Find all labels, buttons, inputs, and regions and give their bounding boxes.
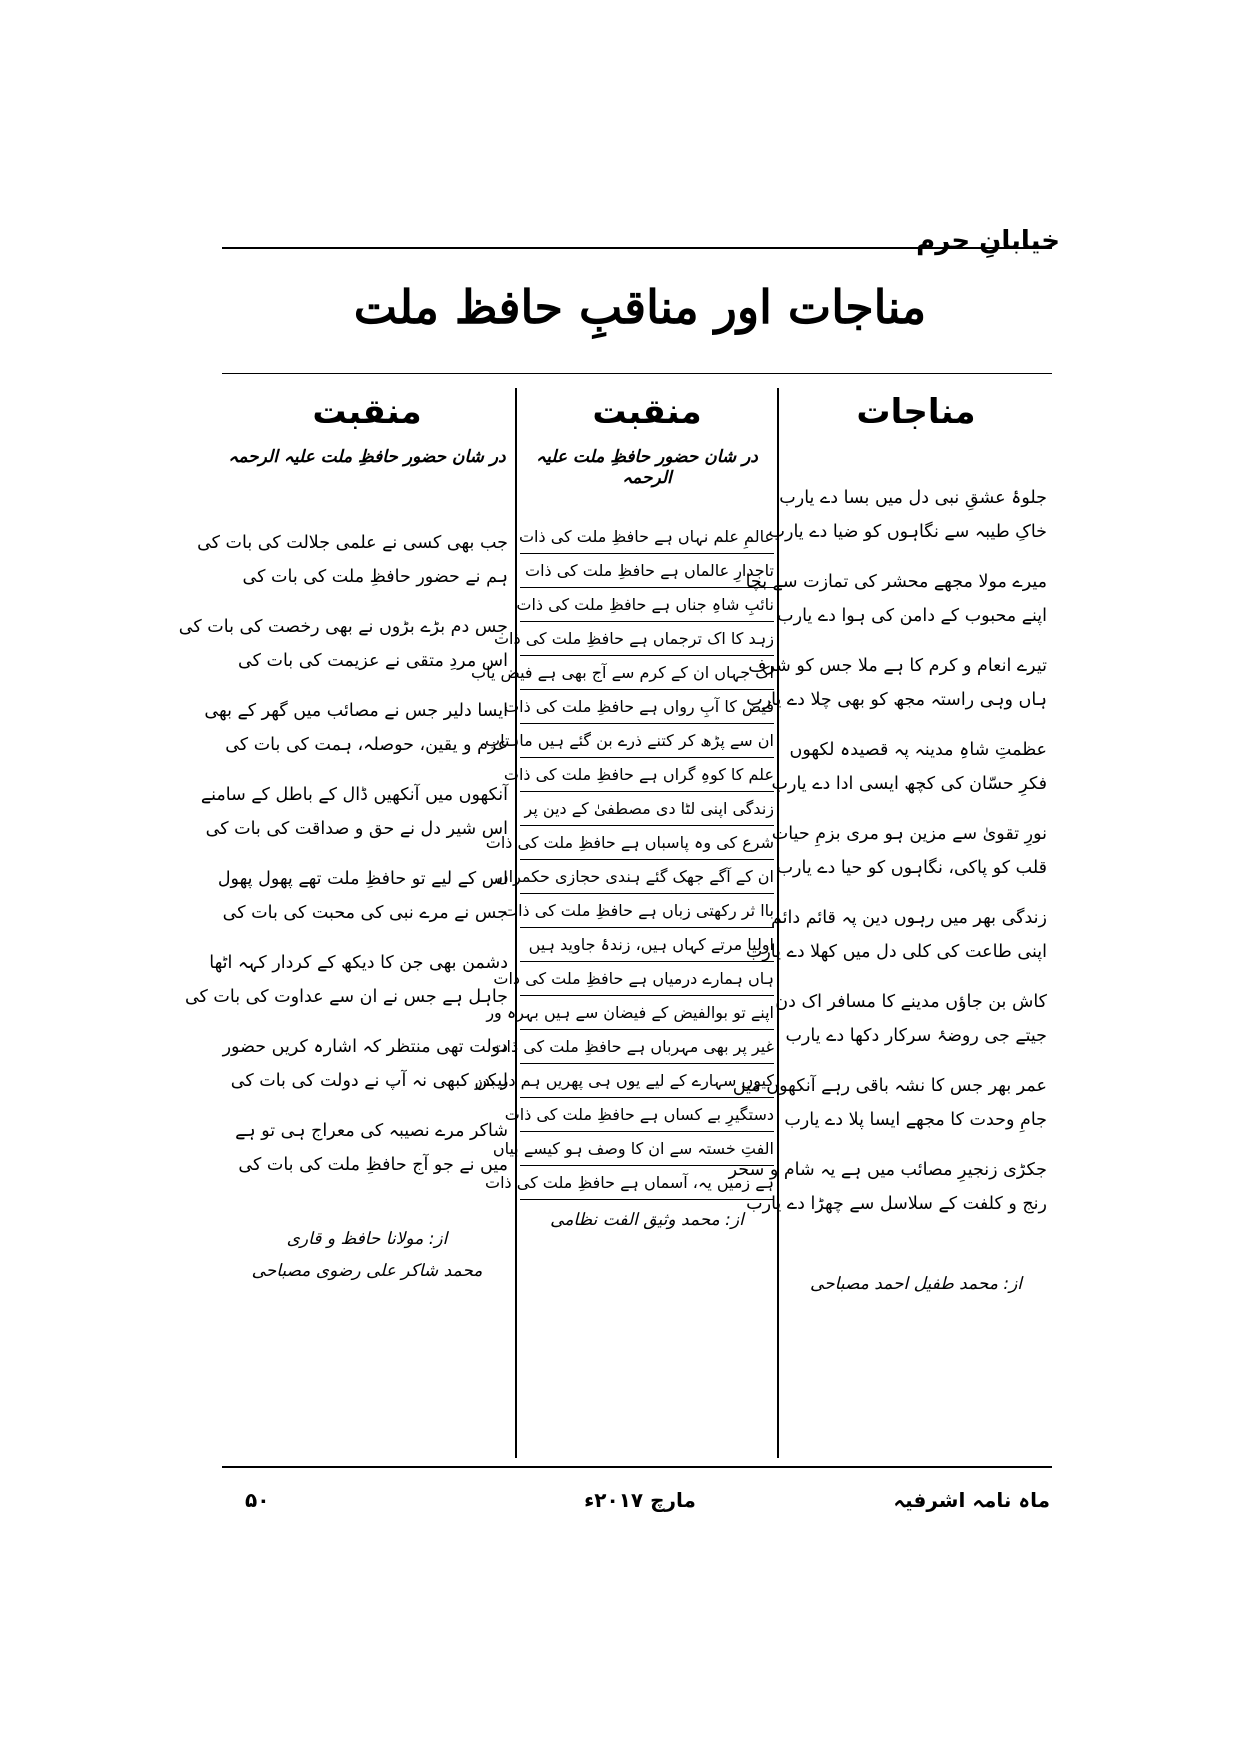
title-underline-rule bbox=[222, 373, 1052, 374]
manqabat-middle-column bbox=[471, 392, 774, 1236]
verse-line: میرے مولا مجھے محشر کی تمازت سے بچا bbox=[745, 572, 1047, 592]
manqabat-left-verses bbox=[178, 527, 508, 1183]
verse-line: ان سے پڑھ کر کتنے ذرے بن گئے ہیں ماہتاب bbox=[520, 724, 774, 758]
verse-line: ایسا دلیر جس نے مصائب میں گھر کے بھی bbox=[204, 701, 508, 721]
verse-line: باا ثر رکھتی زباں ہے حافظِ ملت کی ذات bbox=[520, 894, 774, 928]
verse-line: زندگی اپنی لٹا دی مصطفیٰ کے دین پر bbox=[520, 792, 774, 826]
page-title: مناجات اور مناقبِ حافظ ملت bbox=[353, 280, 927, 334]
manqabat-middle-verses bbox=[471, 520, 774, 1200]
verse-line: تیرے انعام و کرم کا ہے ملا جس کو شرف bbox=[748, 656, 1047, 676]
munajat-verses bbox=[728, 482, 1047, 1222]
verse-line: ہاں وہی راستہ مجھ کو بھی چلا دے یارب bbox=[746, 690, 1047, 710]
verse-line: فکرِ حسّان کی کچھ ایسی ادا دے یارب bbox=[771, 774, 1047, 794]
magazine-name: ماہ نامہ اشرفیہ bbox=[893, 1488, 1050, 1512]
couplet bbox=[775, 986, 1047, 1054]
verse-line: ہاں ہمارے درمیاں ہے حافظِ ملت کی ذات bbox=[520, 962, 774, 996]
couplet bbox=[184, 947, 508, 1015]
verse-line: جس دم بڑے بڑوں نے بھی رخصت کی بات کی bbox=[178, 617, 508, 637]
manqabat-left-credit bbox=[226, 1223, 508, 1287]
verse-line: کیوں سہارے کے لیے یوں ہی پھریں ہم در بدر bbox=[520, 1064, 774, 1098]
section-label: خیابانِ حرم bbox=[916, 226, 1060, 256]
manqabat-left-subheading: در شان حضور حافظِ ملت علیہ الرحمہ bbox=[228, 447, 506, 467]
verse-line: شرع کی وہ پاسباں ہے حافظِ ملت کی ذات bbox=[520, 826, 774, 860]
verse-line: عظمتِ شاہِ مدینہ پہ قصیدہ لکھوں bbox=[789, 740, 1047, 760]
couplet bbox=[768, 482, 1047, 550]
manqabat-left-column bbox=[178, 392, 508, 1287]
credit-line: محمد شاکر علی رضوی مصباحی bbox=[251, 1261, 483, 1281]
verse-line: آنکھوں میں آنکھیں ڈال کے باطل کے سامنے bbox=[200, 785, 508, 805]
couplet bbox=[178, 611, 508, 679]
verse-line: جب بھی کسی نے علمی جلالت کی بات کی bbox=[197, 533, 508, 553]
verse-line: کاش بن جاؤں مدینے کا مسافر اک دن bbox=[775, 992, 1047, 1012]
manqabat-left-heading: منقبت bbox=[312, 392, 422, 432]
couplet bbox=[771, 818, 1047, 886]
verse-line: اپنے تو بوالفیض کے فیضان سے ہیں بہرہ ور bbox=[520, 996, 774, 1030]
couplet bbox=[200, 779, 508, 847]
couplet bbox=[197, 527, 508, 595]
verse-line: دستگیرِ بے کساں ہے حافظِ ملت کی ذات bbox=[520, 1098, 774, 1132]
verse-line: علم کا کوہِ گراں ہے حافظِ ملت کی ذات bbox=[520, 758, 774, 792]
manqabat-middle-subheading: در شان حضور حافظِ ملت علیہ الرحمہ bbox=[536, 447, 758, 488]
verse-line: ان کے آگے جھک گئے ہندی حجازی حکمراں bbox=[520, 860, 774, 894]
couplet bbox=[771, 734, 1047, 802]
verse-line: جلوۂ عشقِ نبی دل میں بسا دے یارب bbox=[779, 488, 1047, 508]
verse-line: دشمن بھی جن کا دیکھ کے کردار کہہ اٹھا bbox=[209, 953, 508, 973]
verse-line: ہم نے حضور حافظِ ملت کی بات کی bbox=[242, 567, 508, 587]
couplet bbox=[226, 1115, 508, 1183]
munajat-heading: مناجات bbox=[856, 392, 976, 432]
couplet bbox=[204, 695, 508, 763]
verse-line: الفتِ خستہ سے ان کا وصف ہو کیسے بیاں bbox=[520, 1132, 774, 1166]
verse-line: عالمِ علم نہاں ہے حافظِ ملت کی ذات bbox=[520, 520, 774, 554]
verse-line: زہد کا اک ترجماں ہے حافظِ ملت کی ذات bbox=[520, 622, 774, 656]
munajat-credit bbox=[785, 1268, 1047, 1300]
verse-line: اس کے لیے تو حافظِ ملت تھے پھول پھول bbox=[217, 869, 508, 889]
verse-line: غیر پر بھی مہرباں ہے حافظِ ملت کی ذات bbox=[520, 1030, 774, 1064]
verse-line: نائبِ شاہِ جناں ہے حافظِ ملت کی ذات bbox=[520, 588, 774, 622]
verse-line: جس نے مرے نبی کی محبت کی بات کی bbox=[222, 903, 508, 923]
verse-line: نورِ تقویٰ سے مزین ہو مری بزمِ حیات bbox=[771, 824, 1047, 844]
verse-line: جیتے جی روضۂ سرکار دکھا دے یارب bbox=[785, 1026, 1047, 1046]
verse-line: عمر بھر جس کا نشہ باقی رہے آنکھوں میں bbox=[732, 1076, 1047, 1096]
couplet bbox=[746, 650, 1047, 718]
couplet bbox=[732, 1070, 1047, 1138]
verse-line: اس شیر دل نے حق و صداقت کی بات کی bbox=[205, 819, 508, 839]
couplet bbox=[217, 863, 508, 931]
issue-date: مارچ ۲۰۱۷ء bbox=[584, 1488, 696, 1512]
credit-line: از: محمد طفیل احمد مصباحی bbox=[809, 1274, 1023, 1294]
verse-line: تاجدارِ عالماں ہے حافظِ ملت کی ذات bbox=[520, 554, 774, 588]
verse-line: خاکِ طیبہ سے نگاہوں کو ضیا دے یارب bbox=[768, 522, 1047, 542]
verse-line: جکڑی زنجیرِ مصائب میں ہے یہ شام و سحر bbox=[728, 1160, 1047, 1180]
verse-line: شاکر مرے نصیبہ کی معراج ہی تو ہے bbox=[235, 1121, 508, 1141]
verse-line: میں نے جو آج حافظِ ملت کی بات کی bbox=[238, 1155, 508, 1175]
verse-line: عزم و یقین، حوصلہ، ہمت کی بات کی bbox=[225, 735, 508, 755]
couplet bbox=[745, 902, 1047, 970]
munajat-column bbox=[728, 392, 1047, 1300]
verse-line: جاہل ہے جس نے ان سے عداوت کی بات کی bbox=[184, 987, 508, 1007]
verse-line: زندگی بھر میں رہوں دین پہ قائم دائم bbox=[770, 908, 1047, 928]
verse-line: اپنے محبوب کے دامن کی ہوا دے یارب bbox=[777, 606, 1047, 626]
manqabat-middle-credit bbox=[520, 1204, 774, 1236]
couplet bbox=[745, 566, 1047, 634]
verse-line: اک جہاں ان کے کرم سے آج بھی ہے فیض یاب bbox=[520, 656, 774, 690]
footer-rule bbox=[222, 1466, 1052, 1468]
couplet bbox=[222, 1031, 508, 1099]
verse-line: فیض کا آبِ رواں ہے حافظِ ملت کی ذات bbox=[520, 690, 774, 724]
page-number: ۵۰ bbox=[245, 1488, 270, 1512]
verse-line: ہے زمیں یہ، آسماں ہے حافظِ ملت کی ذات bbox=[520, 1166, 774, 1200]
verse-line: اپنی طاعت کی کلی دل میں کھلا دے یارب bbox=[745, 942, 1047, 962]
verse-line: لیکن کبھی نہ آپ نے دولت کی بات کی bbox=[230, 1071, 508, 1091]
credit-line: از: محمد وثیق الفت نظامی bbox=[550, 1210, 744, 1230]
manqabat-middle-heading: منقبت bbox=[592, 392, 702, 432]
verse-line: جامِ وحدت کا مجھے ایسا پلا دے یارب bbox=[784, 1110, 1047, 1130]
verse-line: اس مردِ متقی نے عزیمت کی بات کی bbox=[238, 651, 508, 671]
verse-line: اولیا مرتے کہاں ہیں، زندۂ جاوید ہیں bbox=[520, 928, 774, 962]
verse-line: رنج و کلفت کے سلاسل سے چھڑا دے یارب bbox=[746, 1194, 1047, 1214]
verse-line: قلب کو پاکی، نگاہوں کو حیا دے یارب bbox=[776, 858, 1047, 878]
verse-line: دولت تھی منتظر کہ اشارہ کریں حضور bbox=[222, 1037, 508, 1057]
credit-line: از: مولانا حافظ و قاری bbox=[286, 1229, 448, 1249]
couplet bbox=[728, 1154, 1047, 1222]
